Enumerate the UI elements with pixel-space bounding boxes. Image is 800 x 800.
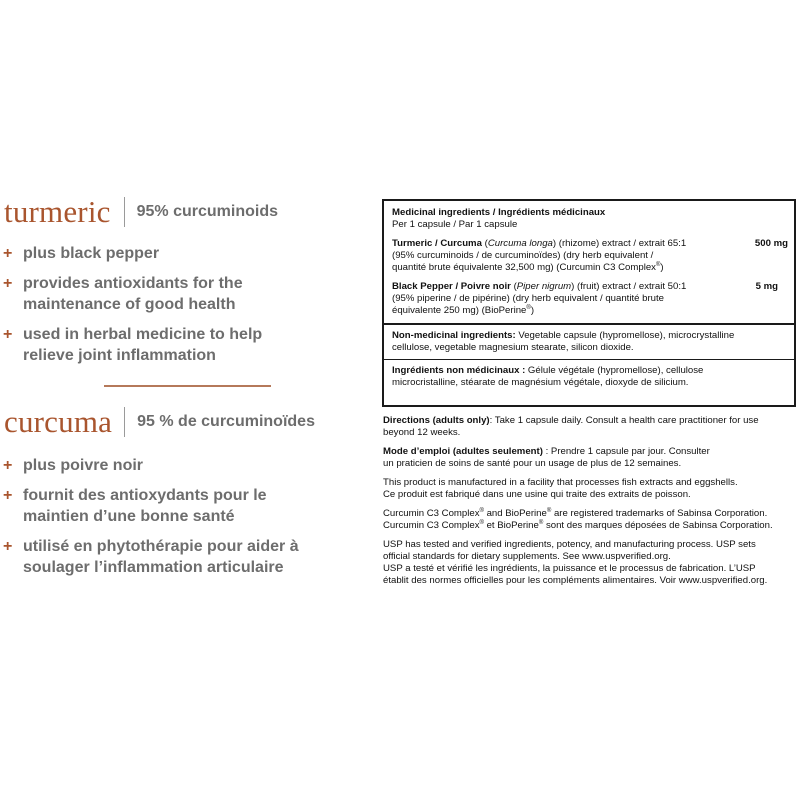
panel-title: Medicinal ingredients / Ingrédients médicinaux — [392, 207, 606, 218]
ingredient-amount: 500 mg — [754, 238, 788, 249]
subtitle-curcuminoids: 95% curcuminoids — [136, 202, 278, 220]
plus-icon: + — [3, 326, 13, 343]
directions-text-fr: un praticien de soins de santé pour un usage de plus de 12 semaines. — [383, 458, 682, 469]
ingredient-detail: quantité brute équivalente 32,500 mg) (Curcumin C3 Complex — [392, 262, 656, 273]
list-item — [3, 455, 375, 476]
plus-icon: + — [3, 457, 13, 474]
heading-english — [4, 196, 278, 227]
subtitle-curcuminoides: 95 % de curcuminoïdes — [137, 412, 315, 430]
ingredient-name: Turmeric / Curcuma — [392, 238, 482, 249]
bullet-text: utilisé en phytothérapie pour aider à — [23, 538, 299, 555]
ingredients-panel — [382, 199, 796, 407]
bullet-text: soulager l’inflammation articulaire — [23, 559, 284, 576]
heading-french — [4, 406, 315, 437]
bullet-text: used in herbal medicine to help — [23, 326, 263, 343]
ingredient-name: Black Pepper / Poivre noir — [392, 281, 511, 292]
registered-mark: ® — [538, 520, 544, 526]
nonmedicinal-text: Vegetable capsule (hypromellose), microcrystalline — [515, 330, 735, 341]
benefits-list-english — [3, 243, 375, 375]
title-curcuma: curcuma — [4, 404, 113, 439]
usp-statement — [383, 539, 797, 587]
directions-text: : Take 1 capsule daily. Consult a health care practitioner for use — [489, 415, 759, 426]
list-item — [3, 536, 375, 578]
bullet-text: relieve joint inflammation — [23, 347, 216, 364]
list-item — [3, 324, 375, 366]
latin-name: Piper nigrum — [516, 281, 572, 292]
directions-french — [383, 446, 797, 470]
trademark-text-fr: Curcumin C3 Complex — [383, 520, 480, 531]
panel-rule — [384, 323, 794, 325]
bullet-text: maintenance of good health — [23, 296, 236, 313]
registered-mark: ® — [526, 305, 531, 311]
list-item — [3, 273, 375, 315]
directions-text: beyond 12 weeks. — [383, 427, 461, 438]
ingredient-detail: ) — [660, 262, 664, 273]
registered-mark: ® — [479, 520, 484, 526]
trademark-text-fr: sont des marques déposées de Sabinsa Corporation. — [543, 520, 773, 531]
ingredient-detail: équivalente 250 mg) (BioPerine — [392, 305, 527, 316]
title-turmeric: turmeric — [4, 194, 111, 229]
serving-size: Per 1 capsule / Par 1 capsule — [392, 219, 518, 230]
bullet-text: provides antioxidants for the — [23, 275, 243, 292]
panel-rule — [384, 359, 794, 360]
bullet-text: plus black pepper — [23, 245, 160, 262]
bullet-text: maintien d’une bonne santé — [23, 508, 235, 525]
trademark-statement — [383, 508, 797, 532]
benefits-list-french — [3, 455, 375, 587]
registered-mark: ® — [546, 508, 552, 514]
plus-icon: + — [3, 275, 13, 292]
allergen-statement — [383, 477, 797, 501]
list-item — [3, 243, 375, 264]
directions-label-fr: Mode d’emploi (adultes seulement) — [383, 446, 543, 457]
label-notes — [383, 415, 797, 594]
nonmedicinal-text: cellulose, vegetable magnesium stearate, silicon dioxide. — [392, 342, 634, 353]
bullet-text: fournit des antioxydants pour le — [23, 487, 267, 504]
directions-label: Directions (adults only) — [383, 415, 490, 426]
ingredient-turmeric: Turmeric / Curcuma (Curcuma longa) (rhizome) extract / extrait 65:1 (95% curcuminoids / de curcuminoïdes) (dry herb equivalent / quantité brute équivalente 32,500 mg) (Curcumin C3 Complex®) 500 mg — [392, 238, 788, 273]
usp-text: official standards for dietary supplements. See www.uspverified.org. — [383, 551, 671, 562]
ingredient-detail: ) — [530, 305, 535, 316]
allergen-text-fr: Ce produit est fabriqué dans une usine qui traite des extraits de poisson. — [383, 489, 691, 500]
ingredient-detail: (rhizome) extract / extrait 65:1 — [556, 238, 687, 249]
heading-divider — [124, 197, 125, 227]
trademark-text: and BioPerine — [483, 508, 547, 519]
list-item — [3, 485, 375, 527]
ingredient-detail: (fruit) extract / extrait 50:1 — [574, 281, 687, 292]
section-divider — [104, 385, 271, 387]
allergen-text: This product is manufactured in a facility that processes fish extracts and eggshells. — [383, 477, 738, 488]
usp-text-fr: établit des normes officielles pour les compléments alimentaires. Voir www.uspverified.org. — [383, 575, 768, 586]
trademark-text: are registered trademarks of Sabinsa Corporation. — [551, 508, 768, 519]
nonmedicinal-text-fr: microcristalline, stéarate de magnésium végétale, dioxyde de silicium. — [392, 377, 689, 388]
plus-icon: + — [3, 245, 13, 262]
registered-mark: ® — [655, 262, 661, 268]
trademark-text: Curcumin C3 Complex — [383, 508, 480, 519]
ingredient-black-pepper: Black Pepper / Poivre noir (Piper nigrum) (fruit) extract / extrait 50:1 (95% piperine / de pipérine) (dry herb equivalent / quantité brute équivalente 250 mg) (BioPerine®) 5 mg — [392, 281, 788, 317]
directions-text-fr: : Prendre 1 capsule par jour. Consulter — [542, 446, 710, 457]
nonmedicinal-label-fr: Ingrédients non médicinaux : — [392, 365, 526, 376]
usp-text-fr: USP a testé et vérifié les ingrédients, la puissance et le processus de fabrication. L’USP — [383, 563, 756, 574]
ingredient-detail: (95% curcuminoids / de curcuminoïdes) (dry herb equivalent / — [392, 250, 654, 261]
plus-icon: + — [3, 487, 13, 504]
bullet-text: plus poivre noir — [23, 457, 144, 474]
nonmedicinal-label: Non-medicinal ingredients: — [392, 330, 516, 341]
usp-text: USP has tested and verified ingredients, potency, and manufacturing process. USP sets — [383, 539, 756, 550]
directions-english — [383, 415, 797, 439]
plus-icon: + — [3, 538, 13, 555]
trademark-text-fr: et BioPerine — [483, 520, 539, 531]
ingredient-detail: (95% piperine / de pipérine) (dry herb equivalent / quantité brute — [392, 293, 664, 304]
nonmedicinal-text-fr: Gélule végétale (hypromellose), cellulose — [525, 365, 704, 376]
latin-name: Curcuma longa — [487, 238, 553, 249]
registered-mark: ® — [479, 508, 484, 514]
heading-divider — [124, 407, 125, 437]
ingredient-amount: 5 mg — [755, 281, 778, 292]
